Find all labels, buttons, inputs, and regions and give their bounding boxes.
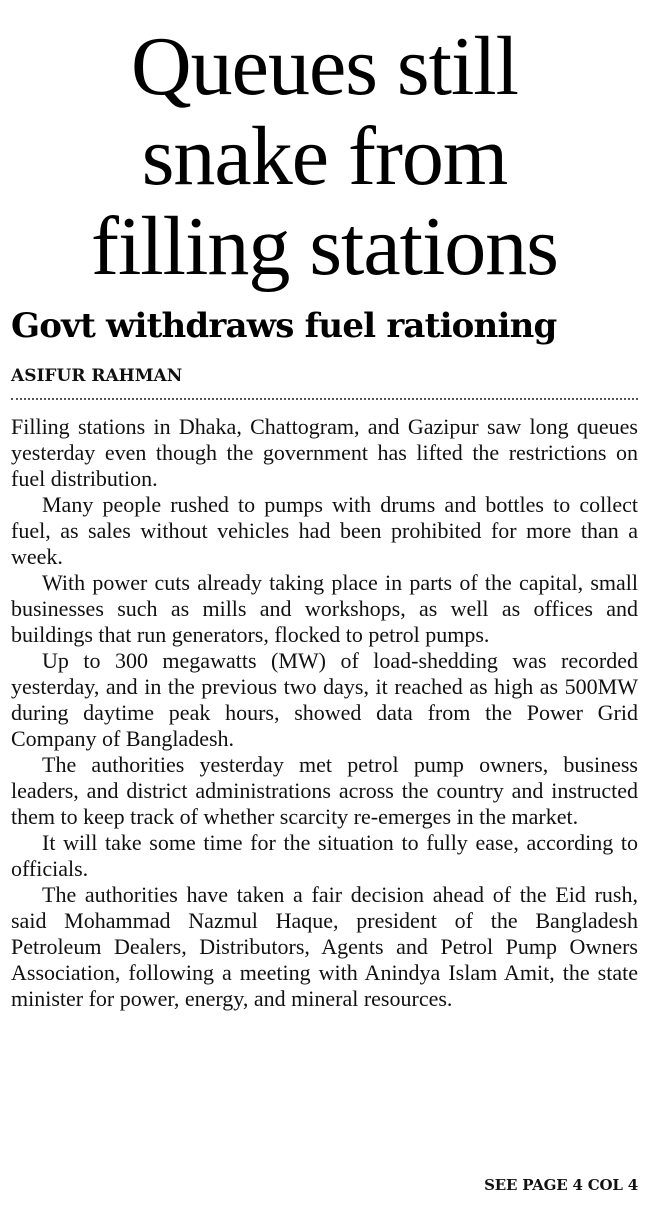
body-paragraph: The authorities have taken a fair decision ahead of the Eid rush, said Mohammad Nazmul Haque, president of the Bangladesh Petroleum Dealers, Distributors, Agents and Petrol Pump Owners Association, following a meeting with Anindya Islam Amit, the state minister for power, energy, and mineral resources.: [11, 882, 638, 1011]
body-paragraph: The authorities yesterday met petrol pump owners, business leaders, and district administrations across the country and instructed them to keep track of whether scarcity re-emerges in the market.: [11, 752, 638, 829]
body-paragraph: With power cuts already taking place in parts of the capital, small businesses such as mills and workshops, as well as offices and buildings that run generators, flocked to petrol pumps.: [11, 570, 638, 647]
body-paragraph: Filling stations in Dhaka, Chattogram, and Gazipur saw long queues yesterday even though the government has lifted the restrictions on fuel distribution.: [11, 414, 638, 491]
headline-line: filling stations: [91, 200, 558, 293]
headline: [11, 0, 638, 292]
body-paragraph: Many people rushed to pumps with drums and bottles to collect fuel, as sales without vehicles had been prohibited for more than a week.: [11, 492, 638, 569]
dotted-divider: [11, 398, 638, 400]
subheadline: Govt withdraws fuel rationing: [11, 306, 557, 346]
body-paragraph: Up to 300 megawatts (MW) of load-shedding was recorded yesterday, and in the previous two days, it reached as high as 500MW during daytime peak hours, showed data from the Power Grid Company of Bangladesh.: [11, 648, 638, 751]
headline-line: snake from: [141, 110, 508, 203]
article-body: [11, 414, 638, 1012]
article: [11, 0, 638, 1210]
continued-on-page: SEE PAGE 4 COL 4: [484, 1176, 638, 1194]
byline: ASIFUR RAHMAN: [11, 366, 183, 386]
headline-line: Queues still: [131, 20, 518, 113]
body-paragraph: It will take some time for the situation to fully ease, according to officials.: [11, 830, 638, 881]
